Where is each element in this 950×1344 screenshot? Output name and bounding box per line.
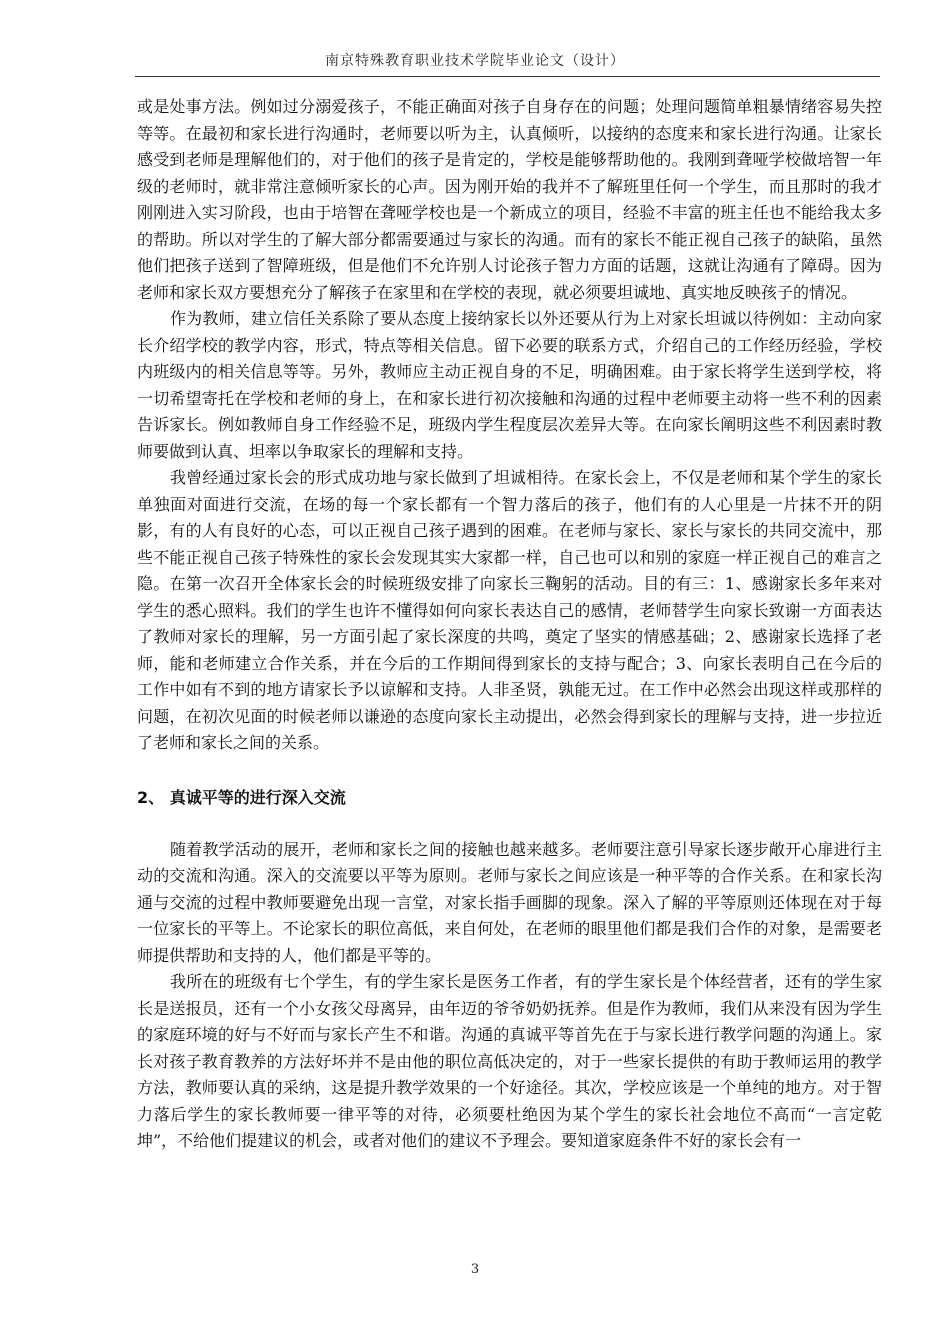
paragraph-parent-meeting: 我曾经通过家长会的形式成功地与家长做到了坦诚相待。在家长会上，不仅是老师和某个学生的家长单独面对面进行交流，在场的每一个家长都有一个智力落后的孩子，他们有的人心里是一片抹不开的阴影，有的人有良好的心态，可以正视自己孩子遇到的困难。在老师与家长、家长与家长的共同交流中，那些不能正视自己孩子特殊性的家长会发现其实大家都一样，自己也可以和别的家庭一样正视自己的难言之隐。在第一次召开全体家长会的时候班级安排了向家长三鞠躬的活动。目的有三：1、感谢家长多年来对学生的悉心照料。我们的学生也许不懂得如何向家长表达自己的感情，老师替学生向家长致谢一方面表达了教师对家长的理解，另一方面引起了家长深度的共鸣，奠定了坚实的情感基础；2、感谢家长选择了老师，能和老师建立合作关系，并在今后的工作期间得到家长的支持与配合；3、向家长表明自己在今后的工作中如有不到的地方请家长予以谅解和支持。人非圣贤，孰能无过。在工作中必然会出现这样或那样的问题，在初次见面的时候老师以谦逊的态度向家长主动提出，必然会得到家长的理解与支持，进一步拉近了老师和家长之间的关系。 [137, 468, 882, 752]
paragraph-class-example: 我所在的班级有七个学生，有的学生家长是医务工作者，有的学生家长是个体经营者，还有的学生家长是送报员，还有一个小女孩父母离异，由年迈的爷爷奶奶抚养。但是作为教师，我们从来没有因为学生的家庭环境的好与不好而与家长产生不和谐。沟通的真诚平等首先在于与家长进行教学问题的沟通上。家长对孩子教育教养的方法好坏并不是由他的职位高低决定的，对于一些家长提供的有助于教师运用的教学方法，教师要认真的采纳，这是提升教学效果的一个好途径。其次，学校应该是一个单纯的地方。对于智力落后学生的家长教师要一律平等的对待，必须要杜绝因为某个学生的家长社会地位不高而“一言定乾坤”，不给他们提建议的机会，或者对他们的建议不予理会。要知道家庭条件不好的家长会有一 [137, 972, 882, 1150]
running-header: 南京特殊教育职业技术学院毕业论文（设计） [325, 53, 625, 69]
paragraph-equal-communication: 随着教学活动的展开，老师和家长之间的接触也越来越多。老师要注意引导家长逐步敞开心扉进行主动的交流和沟通。深入的交流要以平等为原则。老师与家长之间应该是一种平等的合作关系。在和家长沟通与交流的过程中教师要避免出现一言堂，对家长指手画脚的现象。深入了解的平等原则还体现在对于每一位家长的平等上。不论家长的职位高低，来自何处，在老师的眼里他们都是我们合作的对象，是需要老师提供帮助和支持的人，他们都是平等的。 [137, 839, 882, 965]
header-rule [135, 76, 880, 77]
paragraph-continued: 或是处事方法。例如过分溺爱孩子，不能正确面对孩子自身存在的问题；处理问题简单粗暴情绪容易失控等等。在最初和家长进行沟通时，老师要以听为主，认真倾听，以接纳的态度来和家长进行沟通。让家长感受到老师是理解他们的，对于他们的孩子是肯定的，学校是能够帮助他的。我刚到聋哑学校做培智一年级的老师时，就非常注意倾听家长的心声。因为刚开始的我并不了解班里任何一个学生，而且那时的我才刚刚进入实习阶段，也由于培智在聋哑学校也是一个新成立的项目，经验不丰富的班主任也不能给我太多的帮助。所以对学生的了解大部分都需要通过与家长的沟通。而有的家长不能正视自己孩子的缺陷，虽然他们把孩子送到了智障班级，但是他们不允许别人讨论孩子智力方面的话题，这就让沟通有了障碍。因为老师和家长双方要想充分了解孩子在家里和在学校的表现，就必须要坦诚地、真实地反映孩子的情况。 [137, 97, 882, 302]
document-body [137, 94, 882, 1155]
section-heading: 2、 真诚平等的进行深入交流 [137, 787, 346, 807]
page-number: 3 [470, 1262, 480, 1277]
paragraph-trust-behavior: 作为教师，建立信任关系除了要从态度上接纳家长以外还要从行为上对家长坦诚以待例如：主动向家长介绍学校的教学内容，形式，特点等相关信息。留下必要的联系方式，介绍自己的工作经历经验，学校内班级内的相关信息等等。另外，教师应主动正视自身的不足，明确困难。由于家长将学生送到学校，将一切希望寄托在学校和老师的身上，在和家长进行初次接触和沟通的过程中老师要主动将一些不利的因素告诉家长。例如教师自身工作经验不足，班级内学生程度层次差异大等。在向家长阐明这些不利因素时教师要做到认真、坦率以争取家长的理解和支持。 [137, 309, 882, 461]
